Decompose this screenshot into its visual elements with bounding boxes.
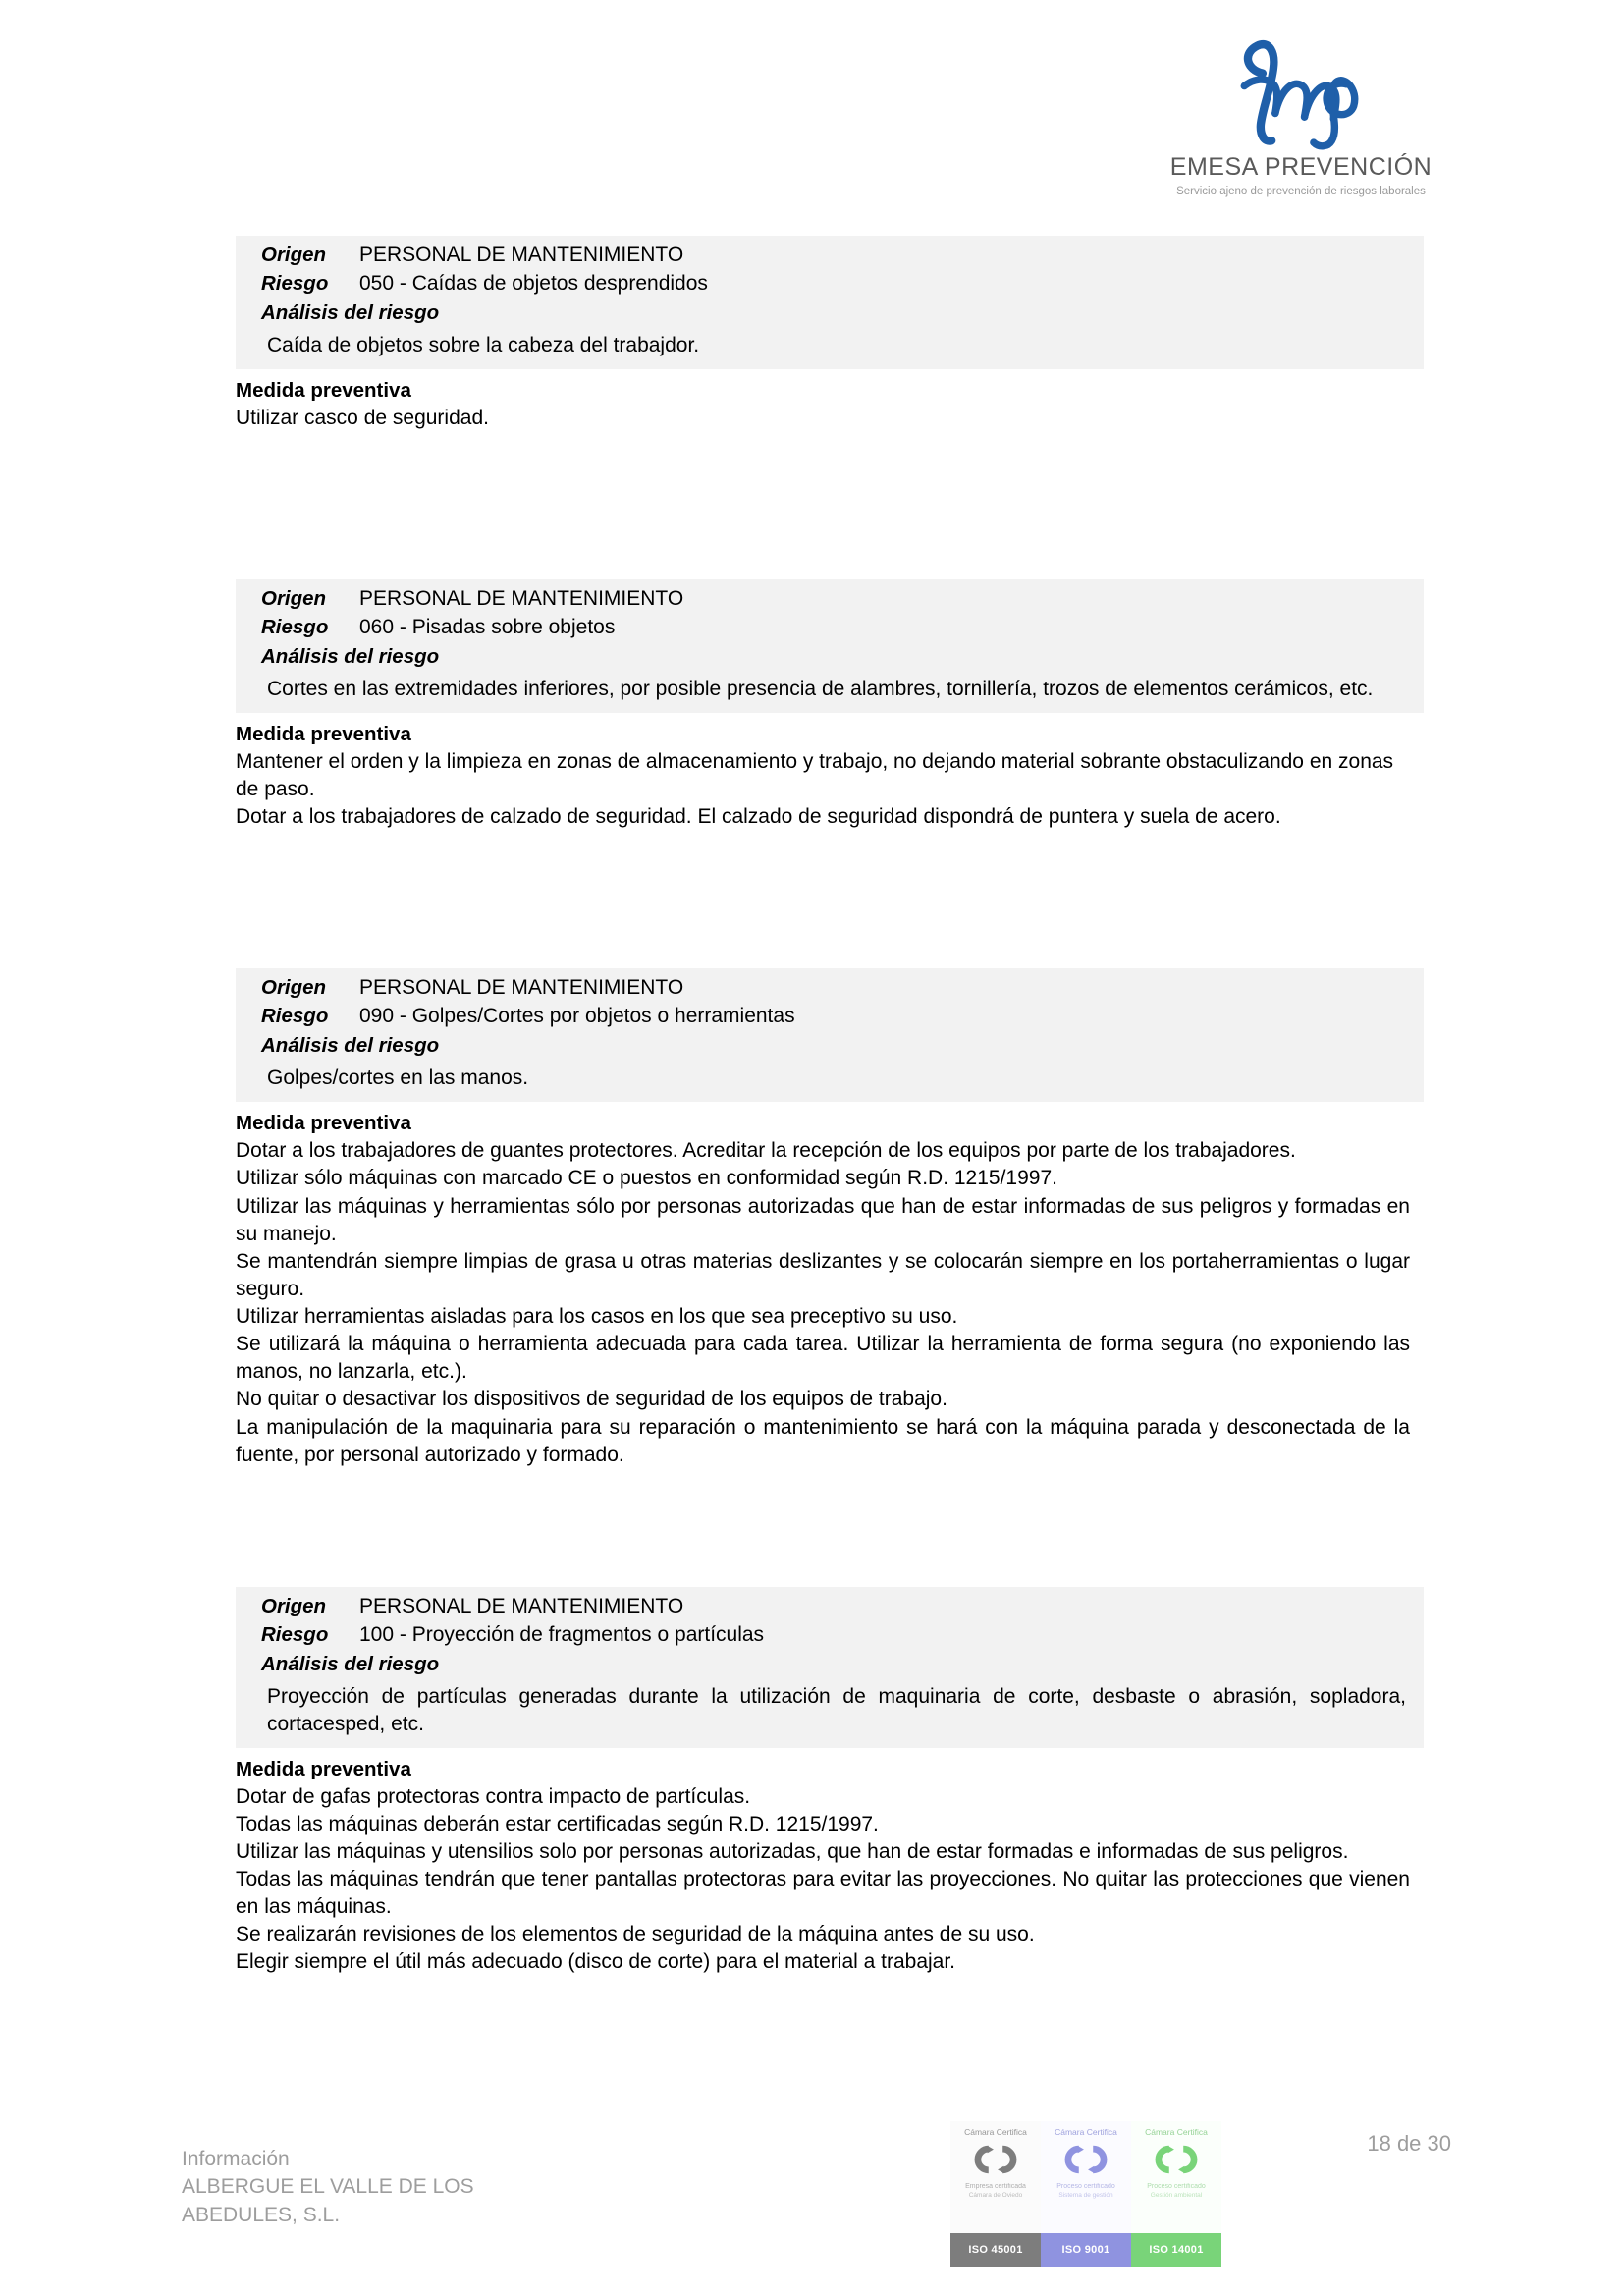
cert-standard: ISO 14001 [1131,2233,1221,2267]
analisis-text: Caída de objetos sobre la cabeza del trabajdor. [267,334,700,356]
cert-arrow-icon [998,2166,1003,2173]
riesgo-row [261,272,1410,296]
cert-arrow-icon [1078,2146,1084,2153]
riesgo-row [261,616,1410,639]
block-spacer [0,1469,1623,1587]
riesgo-label: Riesgo [261,616,329,639]
analisis-label: Análisis del riesgo [261,645,440,669]
riesgo-label: Riesgo [261,1005,329,1028]
medida-label: Medida preventiva [236,1112,411,1135]
origen-row [261,1595,1410,1618]
origen-value: PERSONAL DE MANTENIMIENTO [359,976,684,1000]
analisis-label: Análisis del riesgo [261,301,440,324]
footer-company-line1: ALBERGUE EL VALLE DE LOS [182,2175,474,2199]
cert-arrow-icon [1178,2166,1184,2173]
cert-standard: ISO 9001 [1041,2233,1131,2267]
risk-block [0,968,1623,1586]
page-footer [0,2121,1623,2269]
riesgo-value: 090 - Golpes/Cortes por objetos o herramientas [359,1005,795,1028]
cert-arrow-icon [1168,2146,1174,2153]
measure-line: Utilizar las máquinas y utensilios solo por personas autorizadas, que han de estar formadas e informadas de sus peligros. [236,1839,1349,1863]
measure-line: Utilizar las máquinas y herramientas sólo por personas autorizadas que han de estar informadas de sus peligros y formadas en su manejo. [236,1194,1410,1245]
cert-body [1131,2121,1221,2233]
measure-line: Dotar de gafas protectoras contra impacto de partículas. [236,1784,751,1808]
certification-badge-iso9001 [1041,2121,1131,2267]
measure-line: Utilizar casco de seguridad. [236,406,489,429]
measure-line: Se utilizará la máquina o herramienta adecuada para cada tarea. Utilizar la herramienta de forma segura (no exponiendo las manos, no lanzarla, etc.). [236,1333,1410,1384]
certification-badge-iso45001 [950,2121,1041,2267]
cert-title: Cámara Certifica [964,2127,1027,2137]
riesgo-value: 060 - Pisadas sobre objetos [359,616,616,639]
block-spacer [0,831,1623,968]
medida-label: Medida preventiva [236,378,411,402]
risk-header-panel [236,236,1424,369]
page-header [0,29,1623,226]
risk-header-panel [236,579,1424,713]
risk-block [0,1587,1623,1977]
cert-title: Cámara Certifica [1055,2127,1117,2137]
origen-label: Origen [261,587,327,611]
medida-label: Medida preventiva [236,722,411,745]
analisis-text: Golpes/cortes en las manos. [267,1066,529,1090]
measure-line: Elegir siempre el útil más adecuado (disco de corte) para el material a trabajar. [236,1950,956,1974]
measure-line: Todas las máquinas tendrán que tener pantallas protectoras para evitar las proyecciones. No quitar las protecciones que vienen en las máquinas. [236,1867,1410,1919]
cert-sub: Proceso certificado [1147,2183,1206,2190]
cert-arrow-icon [1088,2166,1094,2173]
measure-line: Dotar a los trabajadores de calzado de seguridad. El calzado de seguridad dispondrá de puntera y suela de acero. [236,805,1281,829]
company-name: EMESA PREVENCIÓN [1169,153,1433,181]
footer-company-line2: ABEDULES, S.L. [182,2203,341,2226]
risk-block [0,236,1623,579]
company-logo [1114,29,1488,197]
origen-row [261,587,1410,611]
risk-header-panel [236,1587,1424,1748]
page-number: 18 de 30 [1367,2131,1451,2156]
cert-body [950,2121,1041,2233]
eme-logo-icon [1210,29,1392,157]
origen-label: Origen [261,244,327,266]
riesgo-value: 050 - Caídas de objetos desprendidos [359,272,708,295]
cert-arrow-icon [988,2146,994,2153]
measure-line: Todas las máquinas deberán estar certificadas según R.D. 1215/1997. [236,1812,879,1835]
riesgo-label: Riesgo [261,1622,329,1646]
origen-value: PERSONAL DE MANTENIMIENTO [359,1594,684,1617]
cert-sub: Proceso certificado [1056,2183,1115,2190]
riesgo-row [261,1623,1410,1647]
origen-value: PERSONAL DE MANTENIMIENTO [359,587,684,611]
riesgo-value: 100 - Proyección de fragmentos o partículas [359,1622,765,1646]
measure-line: Mantener el orden y la limpieza en zonas de almacenamiento y trabajo, no dejando material sobrante obstaculizando en zonas de paso. [236,749,1394,801]
cert-title: Cámara Certifica [1145,2127,1208,2137]
cert-sub2: Cámara de Oviedo [968,2192,1023,2199]
measure-line: Se mantendrán siempre limpias de grasa u otras materias deslizantes y se colocarán siempre en los portaherramientas o lugar seguro. [236,1249,1410,1300]
origen-label: Origen [261,1594,327,1617]
footer-info-label: Información [182,2148,290,2170]
riesgo-row [261,1005,1410,1028]
certification-badge-iso14001 [1131,2121,1221,2267]
cert-sub2: Sistema de gestión [1058,2192,1113,2199]
measure-line: Utilizar herramientas aisladas para los casos en los que sea preceptivo su uso. [236,1305,958,1329]
origen-row [261,976,1410,1000]
cert-body [1041,2121,1131,2233]
cert-standard: ISO 45001 [950,2233,1041,2267]
risk-block [0,579,1623,968]
measure-section [236,369,1424,432]
company-tagline: Servicio ajeno de prevención de riesgos laborales [1176,186,1426,197]
block-spacer [0,432,1623,579]
measure-line: Utilizar sólo máquinas con marcado CE o puestos en conformidad según R.D. 1215/1997. [236,1167,1057,1190]
cert-rings-icon [1055,2139,1116,2180]
cert-rings-icon [1146,2139,1207,2180]
measure-line: Dotar a los trabajadores de guantes protectores. Acreditar la recepción de los equipos por parte de los trabajadores. [236,1139,1296,1163]
origen-value: PERSONAL DE MANTENIMIENTO [359,244,684,266]
risk-list [0,236,1623,1976]
cert-rings-icon [965,2139,1026,2180]
origen-row [261,244,1410,267]
cert-sub2: Gestión ambiental [1150,2192,1203,2199]
measure-line: No quitar o desactivar los dispositivos de seguridad de los equipos de trabajo. [236,1388,947,1411]
measure-section [236,713,1424,831]
measure-line: La manipulación de la maquinaria para su reparación o mantenimiento se hará con la máquina parada y desconectada de la fuente, por personal autorizado y formado. [236,1415,1410,1466]
analisis-text: Proyección de partículas generadas durante la utilización de maquinaria de corte, desbaste o abrasión, sopladora, cortacesped, etc. [267,1684,1406,1735]
analisis-text: Cortes en las extremidades inferiores, por posible presencia de alambres, tornillería, trozos de elementos cerámicos, etc. [267,678,1374,701]
riesgo-label: Riesgo [261,272,329,295]
cert-sub: Empresa certificada [965,2183,1026,2190]
measure-section [236,1102,1424,1469]
medida-label: Medida preventiva [236,1757,411,1780]
risk-header-panel [236,968,1424,1102]
measure-line: Se realizarán revisiones de los elementos de seguridad de la máquina antes de su uso. [236,1923,1035,1946]
analisis-label: Análisis del riesgo [261,1034,440,1058]
analisis-label: Análisis del riesgo [261,1652,440,1675]
certification-badges [950,2121,1221,2267]
footer-company-info [182,2146,474,2229]
origen-label: Origen [261,976,327,1000]
measure-section [236,1748,1424,1977]
